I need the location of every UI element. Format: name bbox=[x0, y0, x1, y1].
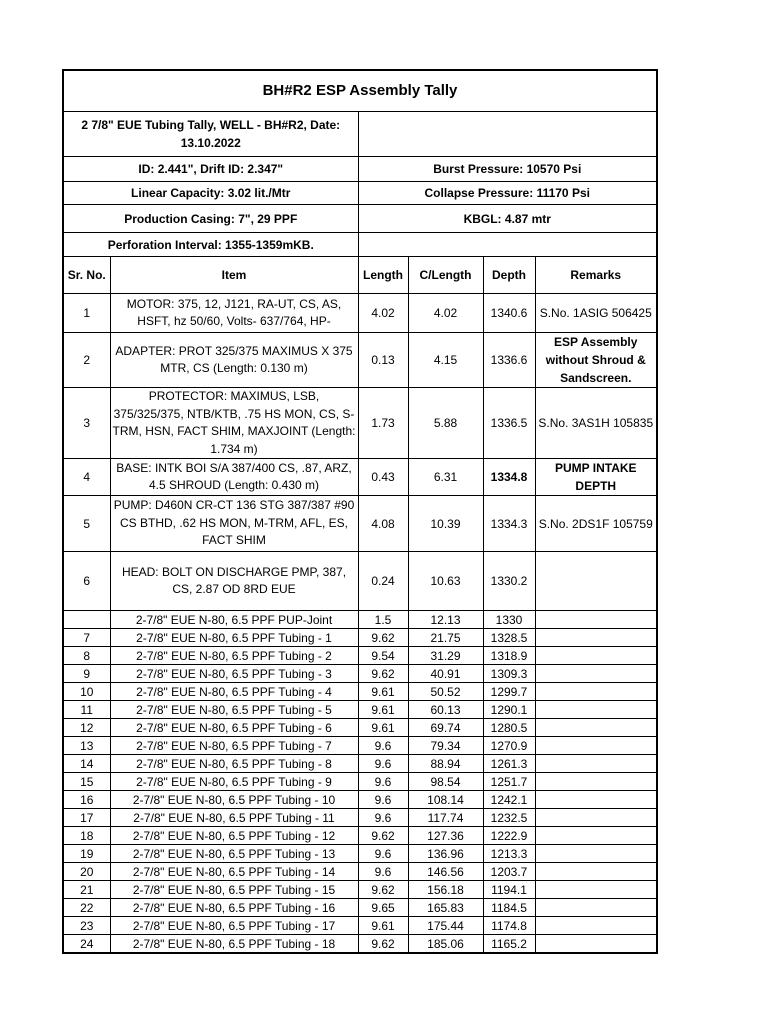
cumulative-length: 5.88 bbox=[408, 388, 483, 459]
length: 9.62 bbox=[358, 827, 408, 845]
cumulative-length: 69.74 bbox=[408, 719, 483, 737]
depth: 1213.3 bbox=[483, 845, 535, 863]
depth: 1336.5 bbox=[483, 388, 535, 459]
cumulative-length: 117.74 bbox=[408, 809, 483, 827]
length: 9.6 bbox=[358, 809, 408, 827]
item-desc: 2-7/8" EUE N-80, 6.5 PPF Tubing - 16 bbox=[110, 899, 358, 917]
length: 0.13 bbox=[358, 333, 408, 388]
remarks bbox=[535, 647, 657, 665]
item-desc: ADAPTER: PROT 325/375 MAXIMUS X 375 MTR, CS (Length: 0.130 m) bbox=[110, 333, 358, 388]
length: 9.6 bbox=[358, 773, 408, 791]
tubing-row bbox=[63, 665, 657, 683]
length: 4.08 bbox=[358, 496, 408, 552]
item-desc: 2-7/8" EUE N-80, 6.5 PPF Tubing - 3 bbox=[110, 665, 358, 683]
depth: 1309.3 bbox=[483, 665, 535, 683]
length: 1.73 bbox=[358, 388, 408, 459]
cumulative-length: 10.63 bbox=[408, 552, 483, 611]
length: 9.65 bbox=[358, 899, 408, 917]
sr-no: 21 bbox=[63, 881, 110, 899]
length: 9.6 bbox=[358, 863, 408, 881]
item-desc: 2-7/8" EUE N-80, 6.5 PPF PUP-Joint bbox=[110, 611, 358, 629]
tubing-row bbox=[63, 737, 657, 755]
item-desc: 2-7/8" EUE N-80, 6.5 PPF Tubing - 8 bbox=[110, 755, 358, 773]
length: 9.62 bbox=[358, 629, 408, 647]
length: 1.5 bbox=[358, 611, 408, 629]
remarks bbox=[535, 863, 657, 881]
remarks bbox=[535, 935, 657, 954]
sr-no: 7 bbox=[63, 629, 110, 647]
remarks bbox=[535, 611, 657, 629]
item-desc: 2-7/8" EUE N-80, 6.5 PPF Tubing - 7 bbox=[110, 737, 358, 755]
cumulative-length: 165.83 bbox=[408, 899, 483, 917]
cumulative-length: 60.13 bbox=[408, 701, 483, 719]
length: 9.54 bbox=[358, 647, 408, 665]
sheet-title: BH#R2 ESP Assembly Tally bbox=[63, 70, 657, 112]
tubing-row bbox=[63, 845, 657, 863]
cumulative-length: 175.44 bbox=[408, 917, 483, 935]
info-blank bbox=[358, 233, 657, 257]
length: 9.61 bbox=[358, 683, 408, 701]
table-row bbox=[63, 496, 657, 552]
tubing-row bbox=[63, 629, 657, 647]
item-desc: 2-7/8" EUE N-80, 6.5 PPF Tubing - 15 bbox=[110, 881, 358, 899]
item-desc: 2-7/8" EUE N-80, 6.5 PPF Tubing - 10 bbox=[110, 791, 358, 809]
table-row bbox=[63, 459, 657, 496]
sr-no: 24 bbox=[63, 935, 110, 954]
cumulative-length: 4.02 bbox=[408, 294, 483, 333]
item-desc: 2-7/8" EUE N-80, 6.5 PPF Tubing - 11 bbox=[110, 809, 358, 827]
tubing-row bbox=[63, 683, 657, 701]
sr-no: 12 bbox=[63, 719, 110, 737]
remarks bbox=[535, 791, 657, 809]
length: 0.43 bbox=[358, 459, 408, 496]
depth: 1280.5 bbox=[483, 719, 535, 737]
length: 0.24 bbox=[358, 552, 408, 611]
sr-no: 5 bbox=[63, 496, 110, 552]
cumulative-length: 146.56 bbox=[408, 863, 483, 881]
depth: 1340.6 bbox=[483, 294, 535, 333]
remarks: S.No. 1ASIG 506425 bbox=[535, 294, 657, 333]
item-desc: 2-7/8" EUE N-80, 6.5 PPF Tubing - 12 bbox=[110, 827, 358, 845]
info-right-blank bbox=[358, 112, 657, 157]
cumulative-length: 6.31 bbox=[408, 459, 483, 496]
length: 9.62 bbox=[358, 935, 408, 954]
cumulative-length: 98.54 bbox=[408, 773, 483, 791]
item-desc: PROTECTOR: MAXIMUS, LSB, 375/325/375, NTB/KTB, .75 HS MON, CS, S-TRM, HSN, FACT SHIM, MAXJOINT (Length: 1.734 m) bbox=[110, 388, 358, 459]
depth: 1203.7 bbox=[483, 863, 535, 881]
sr-no: 8 bbox=[63, 647, 110, 665]
sr-no: 14 bbox=[63, 755, 110, 773]
info-id-drift: ID: 2.441", Drift ID: 2.347" bbox=[63, 157, 358, 182]
info-kbgl: KBGL: 4.87 mtr bbox=[358, 205, 657, 233]
sr-no: 17 bbox=[63, 809, 110, 827]
remarks bbox=[535, 845, 657, 863]
sr-no: 13 bbox=[63, 737, 110, 755]
cumulative-length: 108.14 bbox=[408, 791, 483, 809]
info-burst-pressure: Burst Pressure: 10570 Psi bbox=[358, 157, 657, 182]
depth: 1330.2 bbox=[483, 552, 535, 611]
header-length: Length bbox=[358, 257, 408, 294]
depth: 1174.8 bbox=[483, 917, 535, 935]
info-well-date: 2 7/8" EUE Tubing Tally, WELL - BH#R2, Date: 13.10.2022 bbox=[63, 112, 358, 157]
item-desc: 2-7/8" EUE N-80, 6.5 PPF Tubing - 5 bbox=[110, 701, 358, 719]
item-desc: 2-7/8" EUE N-80, 6.5 PPF Tubing - 1 bbox=[110, 629, 358, 647]
remarks: S.No. 2DS1F 105759 bbox=[535, 496, 657, 552]
depth: 1194.1 bbox=[483, 881, 535, 899]
remarks bbox=[535, 683, 657, 701]
header-item: Item bbox=[110, 257, 358, 294]
tally-table bbox=[62, 69, 658, 954]
table-row bbox=[63, 294, 657, 333]
length: 9.61 bbox=[358, 701, 408, 719]
sr-no: 2 bbox=[63, 333, 110, 388]
remarks bbox=[535, 827, 657, 845]
tubing-row bbox=[63, 791, 657, 809]
item-desc: 2-7/8" EUE N-80, 6.5 PPF Tubing - 4 bbox=[110, 683, 358, 701]
cumulative-length: 50.52 bbox=[408, 683, 483, 701]
remarks: PUMP INTAKE DEPTH bbox=[535, 459, 657, 496]
length: 9.6 bbox=[358, 755, 408, 773]
tubing-row bbox=[63, 809, 657, 827]
tubing-row bbox=[63, 899, 657, 917]
header-sr-no: Sr. No. bbox=[63, 257, 110, 294]
sr-no: 23 bbox=[63, 917, 110, 935]
cumulative-length: 40.91 bbox=[408, 665, 483, 683]
depth: 1336.6 bbox=[483, 333, 535, 388]
sr-no: 22 bbox=[63, 899, 110, 917]
sr-no: 9 bbox=[63, 665, 110, 683]
depth: 1334.3 bbox=[483, 496, 535, 552]
cumulative-length: 127.36 bbox=[408, 827, 483, 845]
remarks bbox=[535, 773, 657, 791]
length: 4.02 bbox=[358, 294, 408, 333]
length: 9.61 bbox=[358, 719, 408, 737]
tubing-row bbox=[63, 881, 657, 899]
item-desc: 2-7/8" EUE N-80, 6.5 PPF Tubing - 13 bbox=[110, 845, 358, 863]
cumulative-length: 136.96 bbox=[408, 845, 483, 863]
info-linear-capacity: Linear Capacity: 3.02 lit./Mtr bbox=[63, 182, 358, 205]
sr-no: 18 bbox=[63, 827, 110, 845]
cumulative-length: 156.18 bbox=[408, 881, 483, 899]
cumulative-length: 21.75 bbox=[408, 629, 483, 647]
info-production-casing: Production Casing: 7", 29 PPF bbox=[63, 205, 358, 233]
header-depth: Depth bbox=[483, 257, 535, 294]
item-desc: HEAD: BOLT ON DISCHARGE PMP, 387, CS, 2.87 OD 8RD EUE bbox=[110, 552, 358, 611]
tubing-row bbox=[63, 773, 657, 791]
item-desc: 2-7/8" EUE N-80, 6.5 PPF Tubing - 9 bbox=[110, 773, 358, 791]
tubing-row bbox=[63, 755, 657, 773]
item-desc: 2-7/8" EUE N-80, 6.5 PPF Tubing - 17 bbox=[110, 917, 358, 935]
item-desc: 2-7/8" EUE N-80, 6.5 PPF Tubing - 6 bbox=[110, 719, 358, 737]
remarks bbox=[535, 552, 657, 611]
remarks bbox=[535, 809, 657, 827]
length: 9.62 bbox=[358, 881, 408, 899]
depth: 1334.8 bbox=[483, 459, 535, 496]
sr-no: 19 bbox=[63, 845, 110, 863]
cumulative-length: 88.94 bbox=[408, 755, 483, 773]
depth: 1165.2 bbox=[483, 935, 535, 954]
depth: 1290.1 bbox=[483, 701, 535, 719]
depth: 1242.1 bbox=[483, 791, 535, 809]
depth: 1328.5 bbox=[483, 629, 535, 647]
sr-no: 4 bbox=[63, 459, 110, 496]
tubing-rows bbox=[63, 611, 657, 954]
header-clength: C/Length bbox=[408, 257, 483, 294]
item-desc: PUMP: D460N CR-CT 136 STG 387/387 #90 CS BTHD, .62 HS MON, M-TRM, AFL, ES, FACT SHIM bbox=[110, 496, 358, 552]
cumulative-length: 185.06 bbox=[408, 935, 483, 954]
sr-no: 15 bbox=[63, 773, 110, 791]
length: 9.61 bbox=[358, 917, 408, 935]
remarks bbox=[535, 737, 657, 755]
depth: 1261.3 bbox=[483, 755, 535, 773]
tubing-row bbox=[63, 863, 657, 881]
remarks bbox=[535, 719, 657, 737]
remarks: ESP Assembly without Shroud & Sandscreen. bbox=[535, 333, 657, 388]
table-row bbox=[63, 552, 657, 611]
sr-no: 16 bbox=[63, 791, 110, 809]
length: 9.6 bbox=[358, 845, 408, 863]
tubing-row bbox=[63, 827, 657, 845]
remarks bbox=[535, 917, 657, 935]
item-desc: 2-7/8" EUE N-80, 6.5 PPF Tubing - 18 bbox=[110, 935, 358, 954]
cumulative-length: 79.34 bbox=[408, 737, 483, 755]
tubing-row bbox=[63, 647, 657, 665]
cumulative-length: 31.29 bbox=[408, 647, 483, 665]
cumulative-length: 4.15 bbox=[408, 333, 483, 388]
remarks: S.No. 3AS1H 105835 bbox=[535, 388, 657, 459]
table-row bbox=[63, 388, 657, 459]
remarks bbox=[535, 899, 657, 917]
length: 9.6 bbox=[358, 737, 408, 755]
sr-no: 6 bbox=[63, 552, 110, 611]
tubing-row bbox=[63, 917, 657, 935]
depth: 1299.7 bbox=[483, 683, 535, 701]
remarks bbox=[535, 755, 657, 773]
depth: 1318.9 bbox=[483, 647, 535, 665]
tubing-row bbox=[63, 935, 657, 954]
remarks bbox=[535, 629, 657, 647]
item-desc: MOTOR: 375, 12, J121, RA-UT, CS, AS, HSFT, hz 50/60, Volts- 637/764, HP- bbox=[110, 294, 358, 333]
cumulative-length: 10.39 bbox=[408, 496, 483, 552]
table-row bbox=[63, 333, 657, 388]
depth: 1330 bbox=[483, 611, 535, 629]
depth: 1184.5 bbox=[483, 899, 535, 917]
length: 9.62 bbox=[358, 665, 408, 683]
sr-no: 10 bbox=[63, 683, 110, 701]
tubing-row bbox=[63, 611, 657, 629]
tally-sheet bbox=[62, 69, 658, 954]
sr-no: 1 bbox=[63, 294, 110, 333]
length: 9.6 bbox=[358, 791, 408, 809]
info-perforation: Perforation Interval: 1355-1359mKB. bbox=[63, 233, 358, 257]
item-desc: BASE: INTK BOI S/A 387/400 CS, .87, ARZ, 4.5 SHROUD (Length: 0.430 m) bbox=[110, 459, 358, 496]
remarks bbox=[535, 881, 657, 899]
sr-no: 3 bbox=[63, 388, 110, 459]
remarks bbox=[535, 701, 657, 719]
remarks bbox=[535, 665, 657, 683]
sr-no bbox=[63, 611, 110, 629]
sr-no: 11 bbox=[63, 701, 110, 719]
tubing-row bbox=[63, 701, 657, 719]
item-desc: 2-7/8" EUE N-80, 6.5 PPF Tubing - 2 bbox=[110, 647, 358, 665]
sr-no: 20 bbox=[63, 863, 110, 881]
depth: 1232.5 bbox=[483, 809, 535, 827]
tubing-row bbox=[63, 719, 657, 737]
info-collapse-pressure: Collapse Pressure: 11170 Psi bbox=[358, 182, 657, 205]
depth: 1270.9 bbox=[483, 737, 535, 755]
item-desc: 2-7/8" EUE N-80, 6.5 PPF Tubing - 14 bbox=[110, 863, 358, 881]
header-remarks: Remarks bbox=[535, 257, 657, 294]
depth: 1251.7 bbox=[483, 773, 535, 791]
cumulative-length: 12.13 bbox=[408, 611, 483, 629]
depth: 1222.9 bbox=[483, 827, 535, 845]
